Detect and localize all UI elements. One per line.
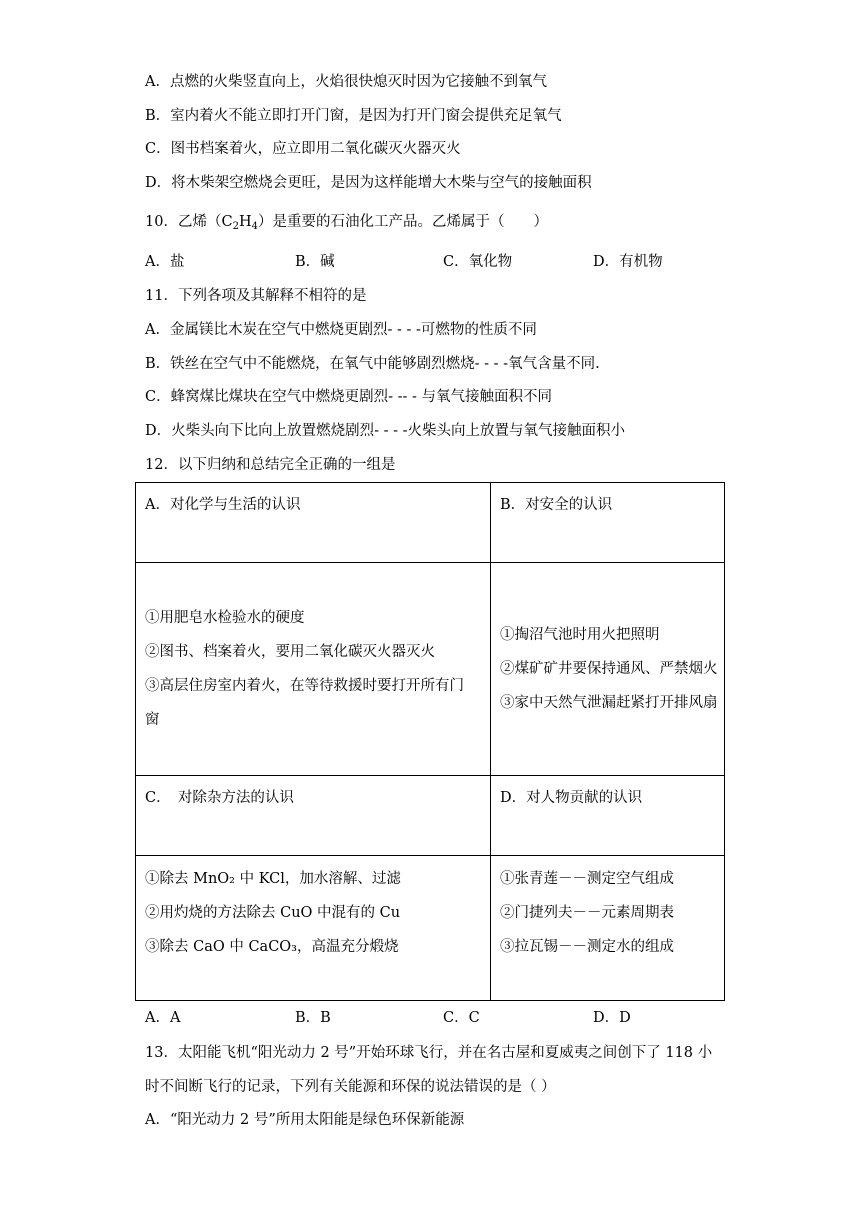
q12-option-d: D．D <box>593 1010 631 1026</box>
q12-options <box>145 1008 845 1028</box>
q13-stem-line1: 13．太阳能飞机“阳光动力 2 号”开始环球飞行，并在名古屋和夏威夷之间创下了 118 小 <box>145 1045 713 1061</box>
formula-c: C <box>221 214 233 230</box>
q10-option-c: C．氧化物 <box>443 254 513 270</box>
q11-option-b: B．铁丝在空气中不能燃烧，在氧气中能够剧烈燃烧- - - -氧气含量不同. <box>145 356 600 372</box>
q12-d-item: ①张青莲－－测定空气组成 <box>500 871 674 887</box>
q12-option-b: B．B <box>295 1010 331 1026</box>
q9-option-d: D．将木柴架空燃烧会更旺，是因为这样能增大木柴与空气的接触面积 <box>145 175 592 191</box>
q10-option-a: A．盐 <box>145 254 185 270</box>
q12-a-title: A．对化学与生活的认识 <box>145 497 301 513</box>
q11-option-c: C．蜂窝煤比煤块在空气中燃烧更剧烈- -- - 与氧气接触面积不同 <box>145 389 553 405</box>
formula-c-sub: 2 <box>232 221 239 232</box>
q12-c-title-cell <box>136 776 491 856</box>
q12-d-title-cell <box>491 776 725 856</box>
q9-option-c: C．图书档案着火，应立即用二氧化碳灭火器灭火 <box>145 141 461 157</box>
q10-prefix: 10．乙烯（ <box>145 214 222 230</box>
q12-d-items-cell <box>491 856 725 1001</box>
q9-option-b: B．室内着火不能立即打开门窗，是因为打开门窗会提供充足氧气 <box>145 108 562 124</box>
q12-c-items-cell <box>136 856 491 1001</box>
q12-stem: 12．以下归纳和总结完全正确的一组是 <box>145 457 396 473</box>
q12-c-item: ③除去 CaO 中 CaCO₃，高温充分煅烧 <box>145 939 399 955</box>
q11-option-d: D．火柴头向下比向上放置燃烧剧烈- - - -火柴头向上放置与氧气接触面积小 <box>145 423 626 439</box>
q12-b-item: ③家中天然气泄漏赶紧打开排风扇 <box>500 695 718 711</box>
formula-h-sub: 4 <box>251 221 258 232</box>
q11-option-a: A．金属镁比木炭在空气中燃烧更剧烈- - - -可燃物的性质不同 <box>145 322 537 338</box>
q10-options <box>145 252 845 272</box>
q12-b-title-cell <box>491 483 725 563</box>
q12-option-a: A．A <box>145 1010 181 1026</box>
q10-formula <box>221 214 258 230</box>
q12-b-item: ②煤矿矿井要保持通风、严禁烟火 <box>500 661 718 677</box>
q12-b-items-cell <box>491 563 725 776</box>
q13-stem-line2: 时不间断飞行的记录，下列有关能源和环保的说法错误的是（ ） <box>145 1079 556 1095</box>
q12-a-title-cell <box>136 483 491 563</box>
q12-b-item: ①掏沼气池时用火把照明 <box>500 627 660 643</box>
q13-option-a: A．“阳光动力 2 号”所用太阳能是绿色环保新能源 <box>145 1112 465 1128</box>
q12-option-c: C．C <box>443 1010 480 1026</box>
formula-h: H <box>238 214 252 230</box>
q12-a-item: ③高层住房室内着火，在等待救援时要打开所有门窗 <box>145 678 464 728</box>
q12-c-title: C． 对除杂方法的认识 <box>145 790 294 806</box>
q12-d-title: D．对人物贡献的认识 <box>500 790 643 806</box>
q10-option-d: D．有机物 <box>593 254 663 270</box>
q12-table <box>135 482 725 1001</box>
q11-stem: 11．下列各项及其解释不相符的是 <box>145 288 367 304</box>
q12-a-item: ②图书、档案着火，要用二氧化碳灭火器灭火 <box>145 644 435 660</box>
q12-c-item: ①除去 MnO₂ 中 KCl，加水溶解、过滤 <box>145 871 401 887</box>
q10-option-b: B．碱 <box>295 254 335 270</box>
q12-a-items-cell <box>136 563 491 776</box>
q9-option-a: A．点燃的火柴竖直向上，火焰很快熄灭时因为它接触不到氧气 <box>145 74 547 90</box>
q12-d-item: ③拉瓦锡－－测定水的组成 <box>500 939 674 955</box>
q10-suffix: ）是重要的石油化工产品。乙烯属于（ ） <box>257 214 548 230</box>
q12-a-item: ①用肥皂水检验水的硬度 <box>145 610 305 626</box>
q12-b-title: B．对安全的认识 <box>500 497 613 513</box>
q12-d-item: ②门捷列夫－－元素周期表 <box>500 905 674 921</box>
q12-c-item: ②用灼烧的方法除去 CuO 中混有的 Cu <box>145 905 401 921</box>
q10-stem <box>145 212 548 237</box>
